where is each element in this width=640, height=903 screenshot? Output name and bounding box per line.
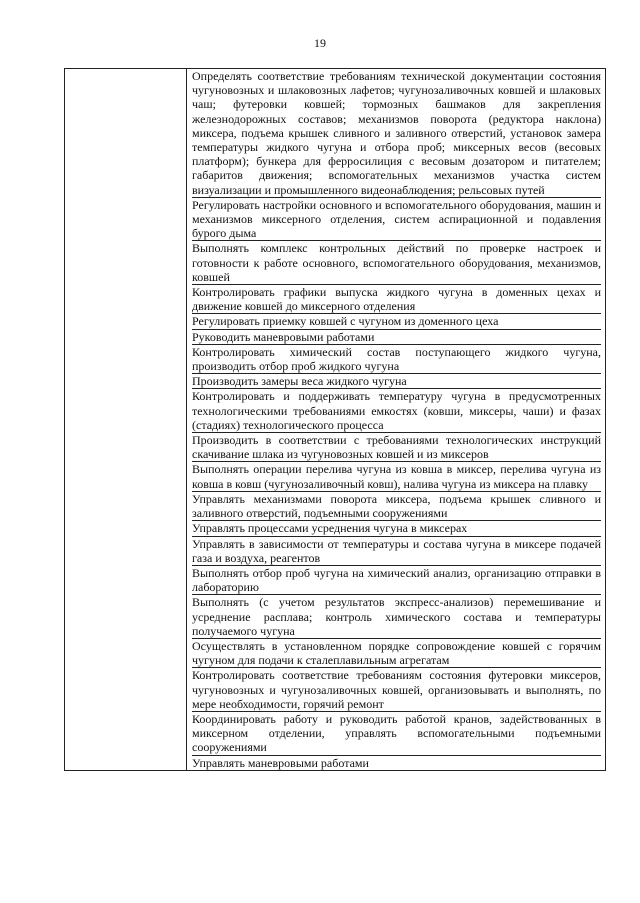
list-item: Выполнять операции перелива чугуна из ковша в миксер, перелива чугуна из ковша в ковш (чугунозаливочный ковш), налива чугуна из миксера на плавку: [192, 462, 601, 491]
list-item: Производить замеры веса жидкого чугуна: [192, 374, 601, 389]
table-row: [65, 69, 606, 771]
list-item: Координировать работу и руководить работой кранов, задействованных в миксерном отделении, управлять вспомогательными подъемными сооружениями: [192, 711, 601, 755]
left-cell: [65, 69, 187, 771]
list-item: Руководить маневровыми работами: [192, 330, 601, 345]
list-item: Выполнять комплекс контрольных действий по проверке настроек и готовности к работе основного, вспомогательного оборудования, механизмов, ковшей: [192, 241, 601, 284]
page-number: 19: [314, 36, 326, 50]
labor-functions-table: [64, 68, 606, 771]
list-item: Контролировать графики выпуска жидкого чугуна в доменных цехах и движение ковшей до миксерного отделения: [192, 285, 601, 314]
list-item: Выполнять отбор проб чугуна на химический анализ, организацию отправки в лабораторию: [192, 565, 601, 595]
list-item: Управлять маневровыми работами: [192, 755, 369, 770]
list-item: Выполнять (с учетом результатов экспресс-анализов) перемешивание и усреднение расплава; контроль химического состава и температуры получаемого чугуна: [192, 595, 601, 638]
list-item: Регулировать приемку ковшей с чугуном из доменного цеха: [192, 314, 601, 329]
list-item: Контролировать химический состав поступающего жидкого чугуна, производить отбор проб жидкого чугуна: [192, 344, 601, 374]
list-item: Производить в соответствии с требованиями технологических инструкций скачивание шлака из чугуновозных ковшей и из миксеров: [192, 433, 601, 462]
list-item: Регулировать настройки основного и вспомогательного оборудования, машин и механизмов миксерного отделения, систем аспирационной и подавления бурого дыма: [192, 197, 601, 241]
list-item: Управлять в зависимости от температуры и состава чугуна в миксере подачей газа и воздуха, реагентов: [192, 536, 601, 565]
list-item: Управлять механизмами поворота миксера, подъема крышек сливного и заливного отверстий, подъемными сооружениями: [192, 491, 601, 521]
list-item: Осуществлять в установленном порядке сопровождение ковшей с горячим чугуном для подачи к сталеплавильным агрегатам: [192, 638, 601, 668]
list-item: Контролировать соответствие требованиям состояния футеровки миксеров, чугуновозных и чугунозаливочных ковшей, организовывать и выполнять, по мере необходимости, горячий ремонт: [192, 668, 601, 711]
list-item: Контролировать и поддерживать температуру чугуна в предусмотренных технологическими требованиями емкостях (ковши, миксеры, чаши) и фазах (стадиях) технологического процесса: [192, 389, 601, 432]
list-item: Определять соответствие требованиям технической документации состояния чугуновозных и шлаковозных лафетов; чугунозаливочных ковшей и шлаковых чаш; футеровки ковшей; тормозных башмаков для закрепления железнодорожных составов; механизмов поворота (редуктора наклона) миксера, подъема крышек сливного и заливного отверстий, установок замера температуры жидкого чугуна и отбора проб; миксерных весов (весовых платформ); бункера для ферросилиция с весовым дозатором и питателем; габаритов движения; вспомогательных механизмов участка систем визуализации и промышленного видеонаблюдения; рельсовых путей: [192, 69, 601, 197]
actions-cell: [187, 69, 606, 771]
list-item: Управлять процессами усреднения чугуна в миксерах: [192, 521, 601, 536]
